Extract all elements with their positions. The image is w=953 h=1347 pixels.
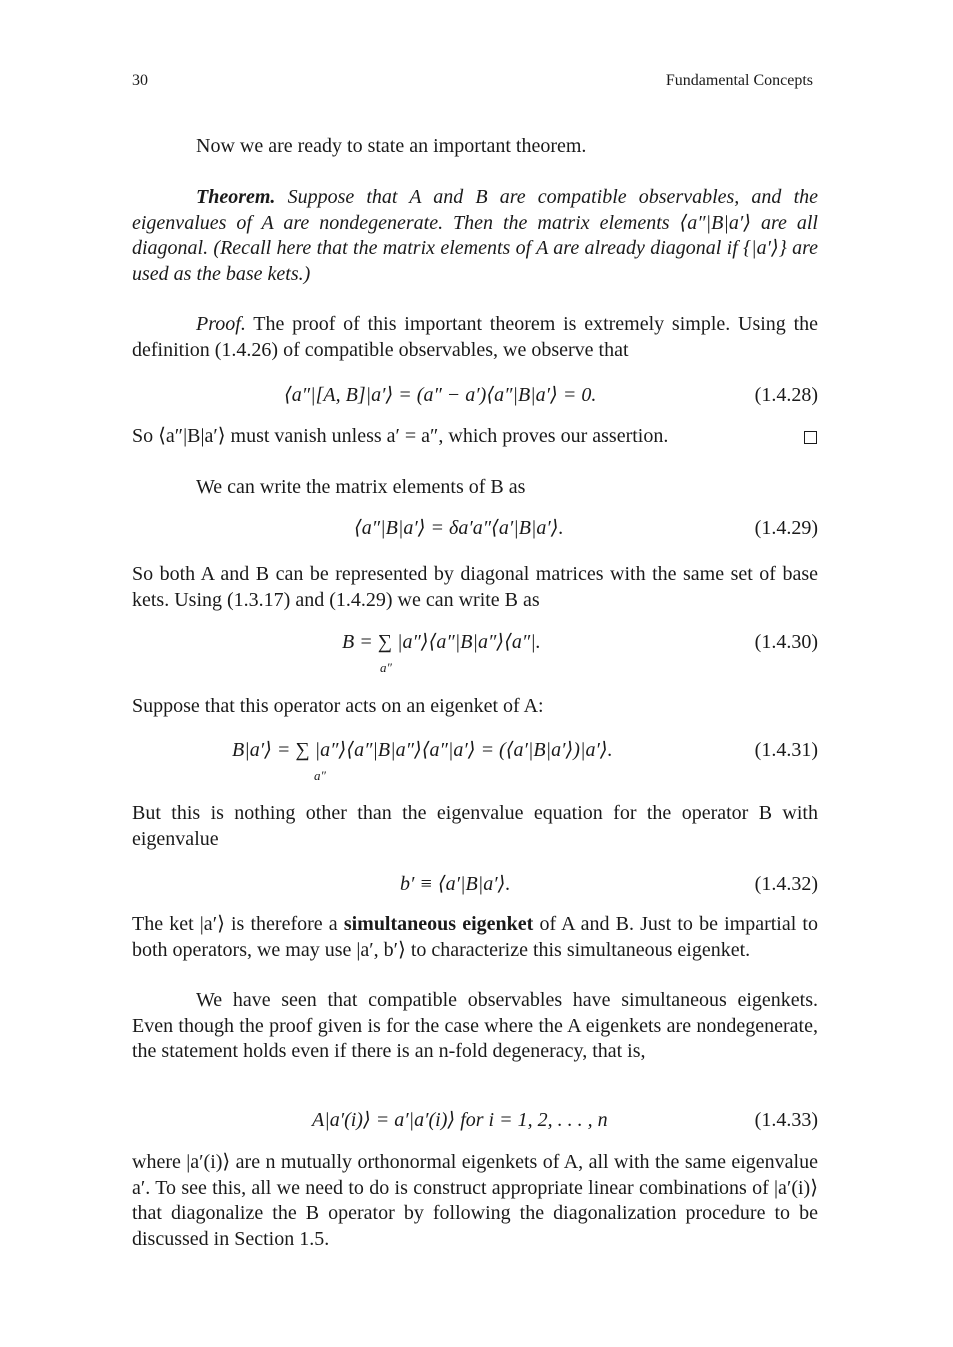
equation-number: (1.4.29) (754, 517, 818, 539)
sum-index: a″ (314, 768, 326, 783)
equation-expression: B|a′⟩ = ∑ |a″⟩⟨a″|B|a″⟩⟨a″|a′⟩ = (⟨a′|B|a′⟩)|a′⟩. (232, 739, 613, 761)
equation-number: (1.4.32) (754, 873, 818, 895)
equation-expression: ⟨a″|[A, B]|a′⟩ = (a″ − a′)⟨a″|B|a′⟩ = 0. (284, 384, 597, 406)
simultaneous-text-post: of A and B. Just to be impartial to both operators, we may use |a′, b′⟩ to characterize this simultaneous eigenket. (132, 913, 818, 961)
compatible-observables-text: We have seen that compatible observables have simultaneous eigenkets. Even though the proof given is for the case where the A eigenkets are nondegenerate, the statement holds even if there is an n-fold degeneracy, that is, (132, 989, 818, 1062)
simultaneous-eigenket-paragraph (132, 912, 818, 963)
intro-text: Now we are ready to state an important theorem. (196, 135, 587, 157)
simultaneous-eigenket-term: simultaneous eigenket (343, 913, 534, 935)
theorem-label: Theorem. (196, 186, 276, 208)
qed-symbol (804, 431, 817, 444)
final-text: where |a′(i)⟩ are n mutually orthonormal eigenkets of A, all with the same eigenvalue a′. To see this, all we need to do is construct appropriate linear combinations of |a′(i)⟩ that diagonalize the B operator by following the diagonalization procedure to be discussed in Section 1.5. (132, 1151, 818, 1250)
equation-1-4-32 (132, 869, 818, 899)
eigenvalue-text: But this is nothing other than the eigenvalue equation for the operator B with eigenvalue (132, 802, 818, 850)
operator-acts-text: Suppose that this operator acts on an eigenket of A: (132, 695, 544, 717)
operator-acts-paragraph (132, 694, 818, 720)
final-paragraph (132, 1150, 818, 1252)
theorem-block (132, 185, 818, 287)
equation-1-4-31 (132, 735, 818, 783)
assertion-paragraph (132, 424, 818, 450)
theorem-text: Suppose that A and B are compatible observables, and the eigenvalues of A are nondegenerate. Then the matrix elements ⟨a″|B|a′⟩ are all diagonal. (Recall here that the matrix elements of A are already diagonal if {|a′⟩} are used as the base kets.) (132, 186, 818, 285)
page-number: 30 (132, 72, 148, 89)
eigenvalue-paragraph (132, 801, 818, 852)
diagonal-matrices-text: So both A and B can be represented by diagonal matrices with the same set of base kets. Using (1.3.17) and (1.4.29) we can write B as (132, 563, 818, 611)
equation-expression: ⟨a″|B|a′⟩ = δa′a″⟨a′|B|a′⟩. (354, 517, 564, 539)
equation-1-4-30 (132, 627, 818, 675)
assertion-text: So ⟨a″|B|a′⟩ must vanish unless a′ = a″, which proves our assertion. (132, 425, 669, 447)
matrix-elements-paragraph (132, 475, 818, 501)
equation-expression: A|a′(i)⟩ = a′|a′(i)⟩ for i = 1, 2, . . . , n (312, 1109, 608, 1131)
proof-label: Proof. (196, 313, 246, 335)
sum-index: a″ (380, 660, 392, 675)
proof-text: The proof of this important theorem is extremely simple. Using the definition (1.4.26) of compatible observables, we observe that (132, 313, 818, 361)
equation-1-4-29 (132, 513, 818, 543)
equation-1-4-28 (132, 380, 818, 410)
compatible-observables-paragraph (132, 988, 818, 1065)
equation-1-4-33 (132, 1105, 818, 1135)
equation-expression: b′ ≡ ⟨a′|B|a′⟩. (400, 873, 511, 895)
proof-block (132, 312, 818, 363)
equation-number: (1.4.30) (754, 631, 818, 653)
diagonal-matrices-paragraph (132, 562, 818, 613)
equation-number: (1.4.31) (754, 739, 818, 761)
intro-paragraph (132, 134, 818, 160)
equation-number: (1.4.33) (754, 1109, 818, 1131)
matrix-elements-text: We can write the matrix elements of B as (196, 476, 526, 498)
running-title: Fundamental Concepts (665, 72, 813, 89)
equation-expression: B = ∑ |a″⟩⟨a″|B|a″⟩⟨a″|. (342, 631, 541, 653)
simultaneous-text-pre: The ket |a′⟩ is therefore a (132, 913, 338, 935)
equation-number: (1.4.28) (754, 384, 818, 406)
